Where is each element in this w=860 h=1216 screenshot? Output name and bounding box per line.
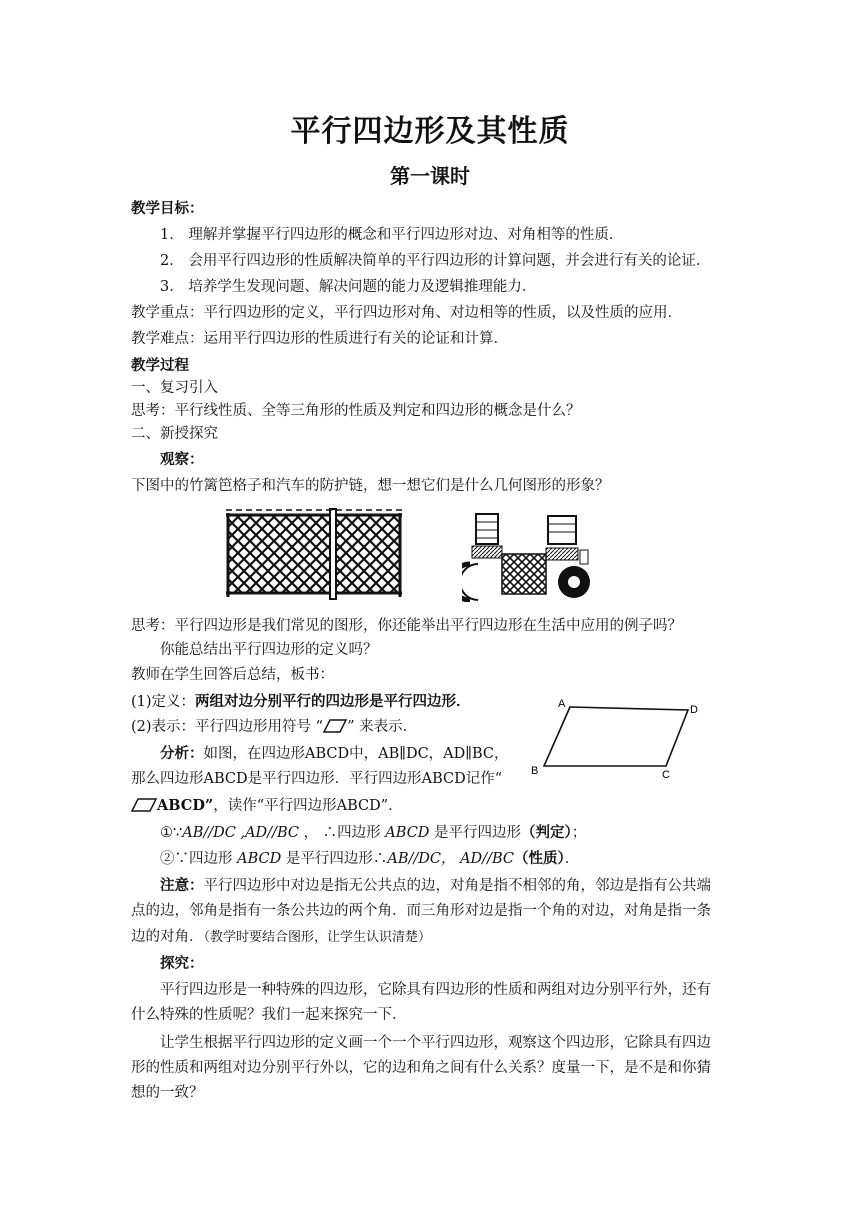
observe-text: 下图中的竹篱笆格子和汽车的防护链，想一想它们是什么几何图形的形象？ xyxy=(131,478,610,494)
explore-p1-line1: 平行四边形是一种特殊的四边形，它除具有四边形的性质和两组对边分别平行外，还有 xyxy=(160,982,711,998)
page-title: 平行四边形及其性质 xyxy=(290,114,570,149)
reasoning-2-shape: ABCD xyxy=(237,851,282,867)
notation-line xyxy=(131,795,403,817)
reasoning-2-tag: （性质） xyxy=(513,850,565,867)
reasoning-2-therefore: 是平行四边形∴ xyxy=(281,851,388,867)
note-line-1 xyxy=(160,875,711,897)
reasoning-1-end: ； xyxy=(571,825,587,841)
note-teaching-tip: （教学时要结合图形，让学生认识清楚） xyxy=(203,930,432,945)
reasoning-2 xyxy=(160,848,579,870)
objective-1: 1． 理解并掌握平行四边形的概念和平行四边形对边、对角相等的性质． xyxy=(160,227,624,243)
definition-text: 两组对边分别平行的四边形是平行四边形． xyxy=(195,693,471,710)
teacher-summary: 教师在学生回答后总结，板书： xyxy=(131,667,334,683)
reasoning-1-conclusion: 是平行四边形 xyxy=(429,825,522,841)
vertex-label-c: C xyxy=(662,769,670,781)
parallelogram-symbol-icon xyxy=(323,719,347,733)
objective-2: 2． 会用平行四边形的性质解决简单的平行四边形的计算问题，并会进行有关的论证． xyxy=(160,253,711,269)
section-review: 一、复习引入 xyxy=(131,380,218,396)
notation-read: ，读作“平行四边形ABCD”． xyxy=(213,798,403,814)
vertex-label-d: D xyxy=(690,704,698,716)
analysis-label: 分析： xyxy=(160,745,204,762)
definition-line xyxy=(131,691,471,713)
analysis-line-2: 那么四边形ABCD是平行四边形．平行四边形ABCD记作“ xyxy=(131,771,503,787)
note-text-1: 平行四边形中对边是指无公共点的边，对角是指不相邻的角，邻边是指有公共端 xyxy=(203,878,711,894)
vertex-label-a: A xyxy=(558,698,566,710)
parallelogram-shape xyxy=(544,707,688,766)
note-label: 注意： xyxy=(160,877,204,894)
explore-heading: 探究： xyxy=(160,955,204,972)
vertex-label-b: B xyxy=(531,765,539,777)
reasoning-1-tag: （判定） xyxy=(521,824,572,841)
reasoning-1-therefore: ， ∴四边形 xyxy=(298,825,386,841)
process-heading: 教学过程 xyxy=(131,357,189,374)
difficulties: 教学难点：运用平行四边形的性质进行有关的论证和计算． xyxy=(131,331,508,347)
bamboo-fence-illustration xyxy=(226,505,402,601)
objective-3: 3． 培养学生发现问题、解决问题的能力及逻辑推理能力． xyxy=(160,279,537,295)
representation-line xyxy=(131,716,417,738)
explore-p1-line2: 什么特殊的性质呢？我们一起来探究一下． xyxy=(131,1007,407,1023)
reasoning-1-premise: AB//DC ,AD//BC xyxy=(182,825,299,841)
reasoning-2-conclusion: AB//DC， AD//BC xyxy=(387,851,514,867)
key-points: 教学重点：平行四边形的定义，平行四边形对角、对边相等的性质，以及性质的应用． xyxy=(131,305,682,321)
representation-prefix: (2)表示：平行四边形用符号 “ xyxy=(131,719,324,735)
think-question-1: 思考：平行线性质、全等三角形的性质及判定和四边形的概念是什么？ xyxy=(131,403,581,419)
think-question-2: 思考：平行四边形是我们常见的图形，你还能举出平行四边形在生活中应用的例子吗？ xyxy=(131,618,682,634)
parallelogram-figure xyxy=(528,694,708,786)
note-line-2: 点的边，邻角是指有一条公共边的两个角．而三角形对边是指一个角的对边，对角是指一条 xyxy=(131,903,711,919)
analysis-text: 如图，在四边形ABCD中，AB∥DC，AD∥BC， xyxy=(203,746,509,762)
observe-heading: 观察： xyxy=(160,451,204,468)
reasoning-2-because: ②∵四边形 xyxy=(160,851,238,867)
section-explore: 二、新授探究 xyxy=(131,426,218,442)
note-line-3 xyxy=(131,926,431,949)
note-text-3: 边的对角． xyxy=(131,929,204,945)
notation-abcd: ABCD” xyxy=(157,797,214,814)
reasoning-1-shape: ABCD xyxy=(385,825,430,841)
reasoning-2-end: ． xyxy=(564,851,580,867)
definition-prefix: (1)定义： xyxy=(131,694,196,710)
reasoning-1 xyxy=(160,822,586,844)
objectives-heading: 教学目标： xyxy=(131,200,204,217)
ask-definition: 你能总结出平行四边形的定义吗？ xyxy=(160,642,378,658)
analysis-line xyxy=(160,743,508,765)
page-subtitle: 第一课时 xyxy=(390,164,470,188)
explore-p2-line1: 让学生根据平行四边形的定义画一个一个平行四边形，观察这个四边形，它除具有四边 xyxy=(160,1035,711,1051)
parallelogram-symbol-icon xyxy=(131,798,157,812)
representation-suffix: ” 来表示． xyxy=(347,719,418,735)
explore-p2-line3: 想的一致？ xyxy=(131,1085,204,1101)
reasoning-1-because: ①∵ xyxy=(160,825,183,841)
guard-chain-illustration xyxy=(462,510,592,602)
explore-p2-line2: 形的性质和两组对边分别平行外以，它的边和角之间有什么关系？度量一下，是不是和你猜 xyxy=(131,1060,711,1076)
